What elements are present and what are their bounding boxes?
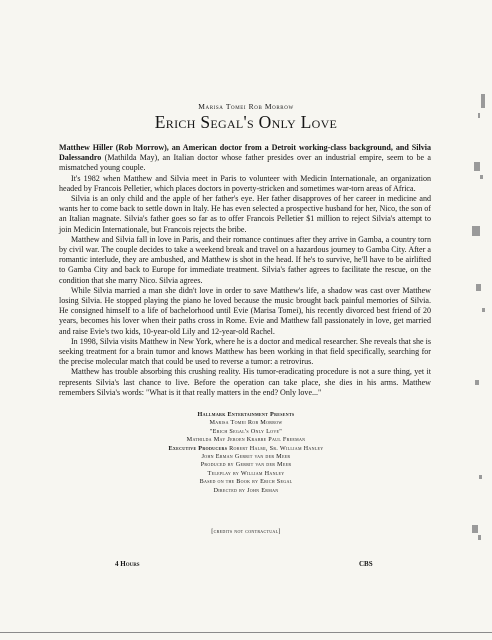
credit-film-title: "Erich Segal's Only Love" (209, 427, 283, 435)
credit-producer: Produced by Gerrit van der Meer (200, 461, 292, 469)
synopsis-lead-bold: Matthew Hiller (Rob Morrow), an American doctor from a Detroit working-class background, and Silvia (59, 143, 431, 152)
speckle (481, 94, 485, 108)
credit-presenter: Hallmark Entertainment Presents (197, 411, 295, 418)
document-title: Erich Segal's Only Love (154, 112, 338, 132)
synopsis-paragraph-5: While Silvia married a man she didn't love in order to save Matthew's life, a shadow was cast over Matthew losing Silvia. He stopped playing the piano he loved because the music brought back painful memories of Silvia. He consigned himself to a life of bachelorhood until Evie (Marisa Tomei), his recently divorced best friend of 20 years, becomes his lover when their paths cross in Rome. Evie and Matthew fall passionately in love, get married and raise Evie's two kids, 10-year-old Lily and 12-year-old Rachel. (59, 285, 431, 336)
speckle (476, 284, 481, 291)
speckle (482, 308, 485, 312)
speckle (472, 226, 480, 236)
speckle (478, 113, 480, 118)
synopsis-paragraph-4: Matthew and Silvia fall in love in Paris, and their romance continues after they arrive in Gamba, a country torn by civil war. The couple decides to take a weekend break and travel on a hazardous journey to Gamba City. After a romantic interlude, they are ambushed, and Matthew is shot in the head. If he's to survive, he'll have to be airlifted to Gamba City and back to Europe for immediate treatment. Silvia's father agrees to facilitate the rescue, on the condition that she marry Nico. Silvia agrees. (59, 234, 431, 285)
speckle (472, 525, 478, 533)
speckle (478, 535, 481, 540)
footer-runtime: 4 Hours (115, 560, 140, 568)
header-stars: Marisa Tomei Rob Morrow (198, 102, 294, 111)
speckle (474, 162, 480, 171)
synopsis-paragraph-3: Silvia is an only child and the apple of her father's eye. Her father disapproves of her career in medicine and wants her to come back to settle down in Italy. He has even selected a prospective husband for her, Nico, the son of an Italian magnate. Silvia's father goes so far as to offer Francois Pelletier $1 million to reject Silvia's attempt to join Medicin Internationale, but Francois rejects the bribe. (59, 194, 431, 234)
synopsis (59, 143, 431, 398)
synopsis-paragraph-6: In 1998, Silvia visits Matthew in New York, where he is a doctor and medical researcher. She reveals that she is seeking treatment for a brain tumor and knows Matthew has been working in that field specifically, searching for the precise molecular match that could be used to reverse a tumor: a retrovirus. (59, 336, 431, 367)
synopsis-paragraph-2: It's 1982 when Matthew and Silvia meet in Paris to volunteer with Medicin Internationale, an organization headed by Francois Pelletier, which places doctors in poverty-stricken and sometimes war-torn areas of Africa. (59, 173, 431, 193)
credit-crew: John Erman Gerrit van der Meer (201, 453, 291, 461)
credit-stars: Marisa Tomei Rob Morrow (209, 419, 283, 427)
credit-executive-producers (0, 445, 492, 453)
speckle (480, 175, 483, 179)
footer-network: CBS (359, 560, 373, 568)
speckle (479, 475, 482, 479)
credit-teleplay: Teleplay by William Hanley (207, 469, 285, 477)
speckle (475, 380, 479, 385)
synopsis-paragraph-1 (59, 143, 431, 174)
synopsis-lead-rest: (Mathilda May), an Italian doctor whose father presides over an industrial empire, seem to be a mismatched young couple. (59, 153, 431, 173)
credit-based-on: Based on the Book by Erich Segal (199, 478, 293, 486)
credit-exec-names: Robert Halmi, Sr. William Hanley (227, 444, 324, 452)
credit-exec-label: Executive Producers (168, 444, 228, 452)
scan-bottom-rule (0, 631, 492, 634)
credits-disclaimer: [credits not contractual] (211, 528, 281, 535)
credits-block (0, 411, 492, 495)
credit-cast: Mathilda May Jeroen Krabbe Paul Freeman (186, 436, 306, 444)
synopsis-lead-bold-name: Dalessandro (59, 153, 102, 163)
credit-director: Directed by John Erman (213, 486, 279, 494)
synopsis-paragraph-7: Matthew has trouble absorbing this crushing reality. His tumor-eradicating procedure is not a sure thing, yet it represents Silvia's last chance to live. Before the operation can take place, she dies in his arms. Matthew remembers Silvia's words: "What is it that really matters in the end? Only love..." (59, 367, 431, 397)
scan-edge-speckle (466, 80, 492, 620)
bottom-rule-line (0, 632, 492, 633)
